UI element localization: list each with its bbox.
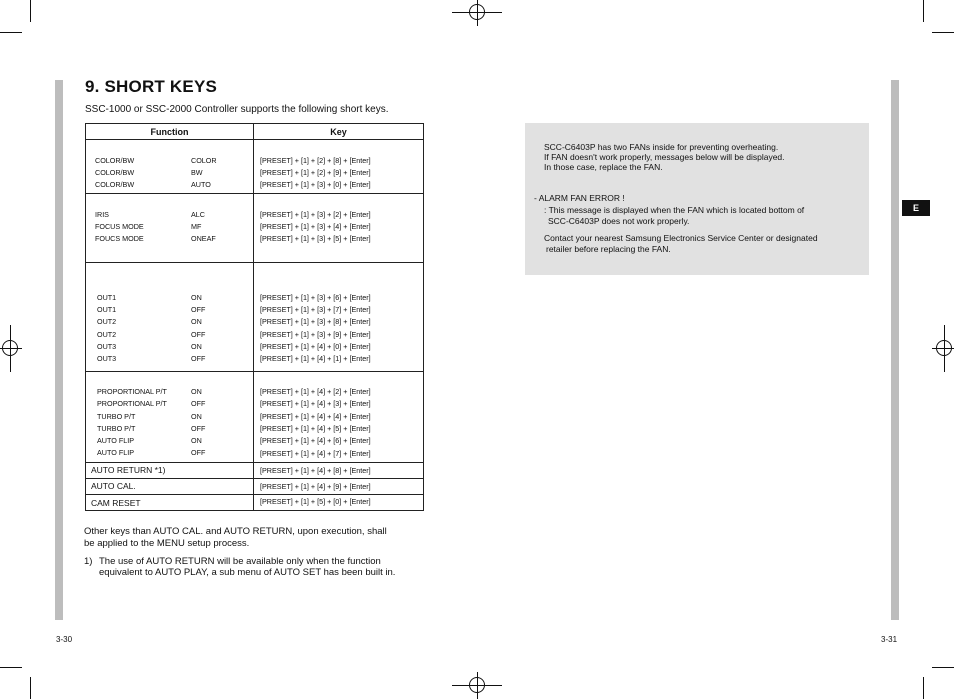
registration-line xyxy=(10,325,11,372)
key-sequence: [PRESET] + [1] + [4] + [4] + [Enter] xyxy=(260,412,371,421)
function-name: CAM RESET xyxy=(91,498,141,508)
key-cell xyxy=(254,140,424,194)
function-name: AUTO CAL. xyxy=(91,481,136,491)
registration-line xyxy=(477,0,478,26)
info-line: : This message is displayed when the FAN which is located bottom of xyxy=(544,205,805,215)
note-other-keys-line1: Other keys than AUTO CAL. and AUTO RETURN, upon execution, shall xyxy=(84,526,387,537)
function-value: OFF xyxy=(191,399,206,408)
key-sequence: [PRESET] + [1] + [4] + [6] + [Enter] xyxy=(260,436,371,445)
function-value: ON xyxy=(191,436,202,445)
intro-text: SSC-1000 or SSC-2000 Controller supports the following short keys. xyxy=(85,104,389,115)
table-row xyxy=(86,140,424,194)
right-margin-bar xyxy=(891,80,899,620)
key-sequence: [PRESET] + [1] + [4] + [9] + [Enter] xyxy=(260,482,371,491)
left-margin-bar xyxy=(55,80,63,620)
function-name: AUTO RETURN *1) xyxy=(91,465,166,475)
key-sequence: [PRESET] + [1] + [4] + [2] + [Enter] xyxy=(260,387,371,396)
function-value: OFF xyxy=(191,305,206,314)
info-line: Contact your nearest Samsung Electronics Service Center or designated xyxy=(544,233,818,243)
crop-mark xyxy=(932,667,954,668)
key-cell xyxy=(254,479,424,495)
table-row xyxy=(86,495,424,511)
info-line: SCC-C6403P has two FANs inside for preventing overheating. xyxy=(544,142,779,152)
function-cell xyxy=(86,495,254,511)
function-cell xyxy=(86,194,254,263)
function-value: OFF xyxy=(191,354,206,363)
function-name: AUTO FLIP xyxy=(97,436,135,445)
key-cell xyxy=(254,463,424,479)
function-cell xyxy=(86,263,254,372)
key-sequence: [PRESET] + [1] + [3] + [9] + [Enter] xyxy=(260,330,371,339)
function-cell xyxy=(86,372,254,463)
function-name: OUT1 xyxy=(97,305,117,314)
function-value: ON xyxy=(191,387,202,396)
function-name: OUT3 xyxy=(97,354,117,363)
function-name: PROPORTIONAL P/T xyxy=(97,387,167,396)
key-sequence: [PRESET] + [1] + [4] + [7] + [Enter] xyxy=(260,449,371,458)
footnote-marker: 1) xyxy=(84,556,93,567)
function-name: OUT3 xyxy=(97,342,117,351)
table-row xyxy=(86,263,424,372)
key-cell xyxy=(254,372,424,463)
function-name: TURBO P/T xyxy=(97,412,136,421)
section-heading: 9. SHORT KEYS xyxy=(85,77,218,96)
table-row xyxy=(86,463,424,479)
key-sequence: [PRESET] + [1] + [3] + [5] + [Enter] xyxy=(260,234,371,243)
function-value: COLOR xyxy=(191,156,217,165)
key-sequence: [PRESET] + [1] + [4] + [8] + [Enter] xyxy=(260,466,371,475)
header-key: Key xyxy=(254,124,424,140)
key-sequence: [PRESET] + [1] + [3] + [0] + [Enter] xyxy=(260,180,371,189)
crop-mark xyxy=(0,32,22,33)
function-value: OFF xyxy=(191,448,206,457)
function-name: COLOR/BW xyxy=(95,180,135,189)
function-cell xyxy=(86,479,254,495)
table-row xyxy=(86,194,424,263)
registration-line xyxy=(944,325,945,372)
key-sequence: [PRESET] + [1] + [4] + [5] + [Enter] xyxy=(260,424,371,433)
key-sequence: [PRESET] + [1] + [3] + [2] + [Enter] xyxy=(260,210,371,219)
key-sequence: [PRESET] + [1] + [3] + [7] + [Enter] xyxy=(260,305,371,314)
key-sequence: [PRESET] + [1] + [4] + [1] + [Enter] xyxy=(260,354,371,363)
function-name: IRIS xyxy=(95,210,109,219)
function-value: ON xyxy=(191,317,202,326)
function-name: OUT2 xyxy=(97,330,117,339)
fan-info-box xyxy=(525,123,869,275)
function-value: ON xyxy=(191,412,202,421)
function-name: FOCUS MODE xyxy=(95,222,144,231)
registration-line xyxy=(0,348,22,349)
function-value: OFF xyxy=(191,424,206,433)
key-sequence: [PRESET] + [1] + [3] + [8] + [Enter] xyxy=(260,317,371,326)
function-value: OFF xyxy=(191,330,206,339)
function-value: ONEAF xyxy=(191,234,216,243)
registration-line xyxy=(477,672,478,699)
function-value: ALC xyxy=(191,210,205,219)
table-row xyxy=(86,479,424,495)
function-name: COLOR/BW xyxy=(95,156,135,165)
crop-mark xyxy=(923,0,924,22)
function-value: ON xyxy=(191,293,202,302)
key-cell xyxy=(254,194,424,263)
function-value: BW xyxy=(191,168,203,177)
info-line: SCC-C6403P does not work properly. xyxy=(548,216,690,226)
key-sequence: [PRESET] + [1] + [3] + [6] + [Enter] xyxy=(260,293,371,302)
crop-mark xyxy=(0,667,22,668)
key-sequence: [PRESET] + [1] + [4] + [0] + [Enter] xyxy=(260,342,371,351)
language-tab: E xyxy=(902,200,930,216)
function-name: TURBO P/T xyxy=(97,424,136,433)
short-keys-table xyxy=(85,123,424,511)
table-header-row xyxy=(86,124,424,140)
info-line: - ALARM FAN ERROR ! xyxy=(534,193,625,203)
function-value: AUTO xyxy=(191,180,211,189)
footnote-line1: The use of AUTO RETURN will be available only when the function xyxy=(99,556,381,567)
key-cell xyxy=(254,495,424,511)
function-name: AUTO FLIP xyxy=(97,448,135,457)
function-cell xyxy=(86,463,254,479)
page-number-left: 3-30 xyxy=(56,635,73,644)
registration-line xyxy=(932,348,954,349)
crop-mark xyxy=(923,677,924,699)
key-sequence: [PRESET] + [1] + [4] + [3] + [Enter] xyxy=(260,399,371,408)
function-name: OUT1 xyxy=(97,293,117,302)
page-number-right: 3-31 xyxy=(881,635,898,644)
key-sequence: [PRESET] + [1] + [5] + [0] + [Enter] xyxy=(260,497,371,506)
crop-mark xyxy=(30,677,31,699)
key-sequence: [PRESET] + [1] + [2] + [9] + [Enter] xyxy=(260,168,371,177)
function-name: OUT2 xyxy=(97,317,117,326)
table-row xyxy=(86,372,424,463)
note-other-keys-line2: be applied to the MENU setup process. xyxy=(84,538,250,549)
function-name: PROPORTIONAL P/T xyxy=(97,399,167,408)
function-value: ON xyxy=(191,342,202,351)
function-name: FOUCS MODE xyxy=(95,234,144,243)
key-cell xyxy=(254,263,424,372)
crop-mark xyxy=(932,32,954,33)
info-line: In those case, replace the FAN. xyxy=(544,162,663,172)
function-name: COLOR/BW xyxy=(95,168,135,177)
function-cell xyxy=(86,140,254,194)
crop-mark xyxy=(30,0,31,22)
info-line: retailer before replacing the FAN. xyxy=(546,244,671,254)
header-function: Function xyxy=(86,124,254,140)
footnote-line2: equivalent to AUTO PLAY, a sub menu of AUTO SET has been built in. xyxy=(99,567,396,578)
function-value: MF xyxy=(191,222,202,231)
info-line: If FAN doesn't work properly, messages below will be displayed. xyxy=(544,152,785,162)
key-sequence: [PRESET] + [1] + [2] + [8] + [Enter] xyxy=(260,156,371,165)
key-sequence: [PRESET] + [1] + [3] + [4] + [Enter] xyxy=(260,222,371,231)
